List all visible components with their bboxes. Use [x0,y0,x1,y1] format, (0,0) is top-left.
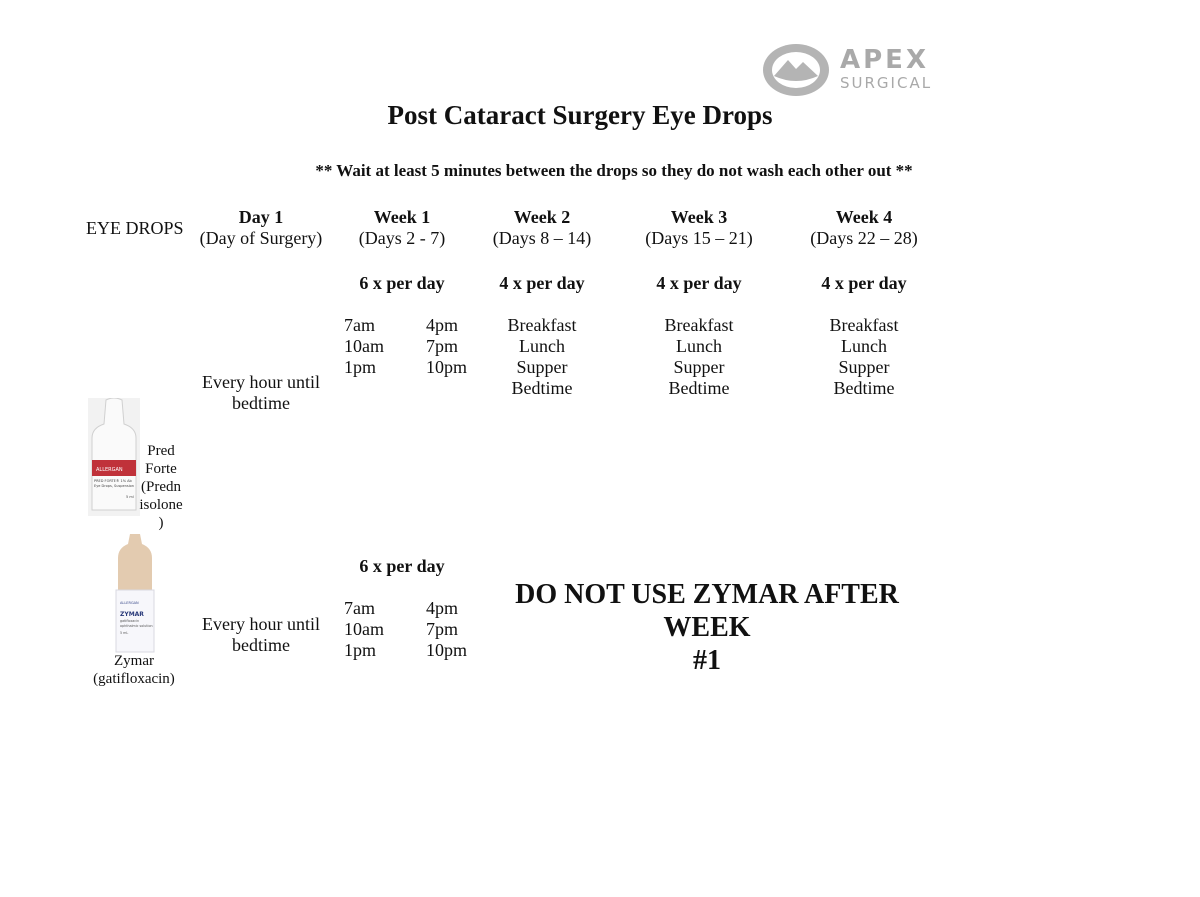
pred-week1-times-morning: 7am 10am 1pm [344,315,384,377]
week2-label: Week 2 [513,207,571,227]
mountain-logo-icon [762,42,832,98]
day1-header [190,207,332,249]
svg-text:ALLERGAN: ALLERGAN [96,467,123,473]
week3-sub: (Days 15 – 21) [645,228,753,248]
zymar-week1-frequency: 6 x per day [359,556,445,576]
week4-sub: (Days 22 – 28) [810,228,918,248]
svg-text:ALLERGAN: ALLERGAN [120,601,139,605]
pred-week2-frequency: 4 x per day [499,273,585,293]
week4-label: Week 4 [835,207,893,227]
week1-label: Week 1 [373,207,431,227]
logo-wordmark: APEX [840,45,929,75]
pred-week4-meals: Breakfast Lunch Supper Bedtime [829,315,899,398]
svg-text:gatifloxacin: gatifloxacin [120,619,140,623]
week2-header [474,207,610,249]
week3-header [624,207,774,249]
logo-subtitle: SURGICAL [840,74,933,92]
pred-forte-caption: Pred Forte (Predn isolone ) [139,443,183,531]
day1-sub: (Day of Surgery) [199,228,323,248]
pred-week3-meals: Breakfast Lunch Supper Bedtime [664,315,734,398]
week3-label: Week 3 [670,207,728,227]
pred-week3-frequency: 4 x per day [656,273,742,293]
week4-header [790,207,938,249]
day1-label: Day 1 [238,207,284,227]
pred-week1-frequency: 6 x per day [359,273,445,293]
zymar-week1-times-evening: 4pm 7pm 10pm [426,598,468,660]
week2-sub: (Days 8 – 14) [492,228,592,248]
zymar-caption: Zymar (gatifloxacin) [93,653,175,687]
svg-text:PRED FORTE® 1% Ab: PRED FORTE® 1% Ab [94,479,132,483]
pred-week1-times-evening: 4pm 7pm 10pm [426,315,468,377]
week1-header [332,207,472,249]
svg-text:ZYMAR: ZYMAR [120,611,144,618]
svg-text:5 mL: 5 mL [120,631,129,635]
svg-text:5 ml: 5 ml [126,495,134,499]
zymar-warning: DO NOT USE ZYMAR AFTER WEEK #1 [515,579,899,676]
pred-week4-frequency: 4 x per day [821,273,907,293]
week1-sub: (Days 2 - 7) [358,228,446,248]
pred-day1-instruction: Every hour until bedtime [202,372,320,413]
pred-week2-meals: Breakfast Lunch Supper Bedtime [507,315,577,398]
pred-forte-bottle-icon [88,398,140,516]
svg-text:Eye Drops, Suspension: Eye Drops, Suspension [94,484,135,488]
zymar-day1-instruction: Every hour until bedtime [202,614,320,655]
zymar-bottle-icon [110,534,160,654]
page-title: Post Cataract Surgery Eye Drops [387,100,773,130]
wait-note: ** Wait at least 5 minutes between the drops so they do not wash each other out ** [315,161,913,180]
svg-text:ophthalmic solution: ophthalmic solution [120,624,153,628]
eye-drops-header: EYE DROPS [86,218,184,238]
apex-surgical-logo [762,42,942,98]
zymar-week1-times-morning: 7am 10am 1pm [344,598,384,660]
